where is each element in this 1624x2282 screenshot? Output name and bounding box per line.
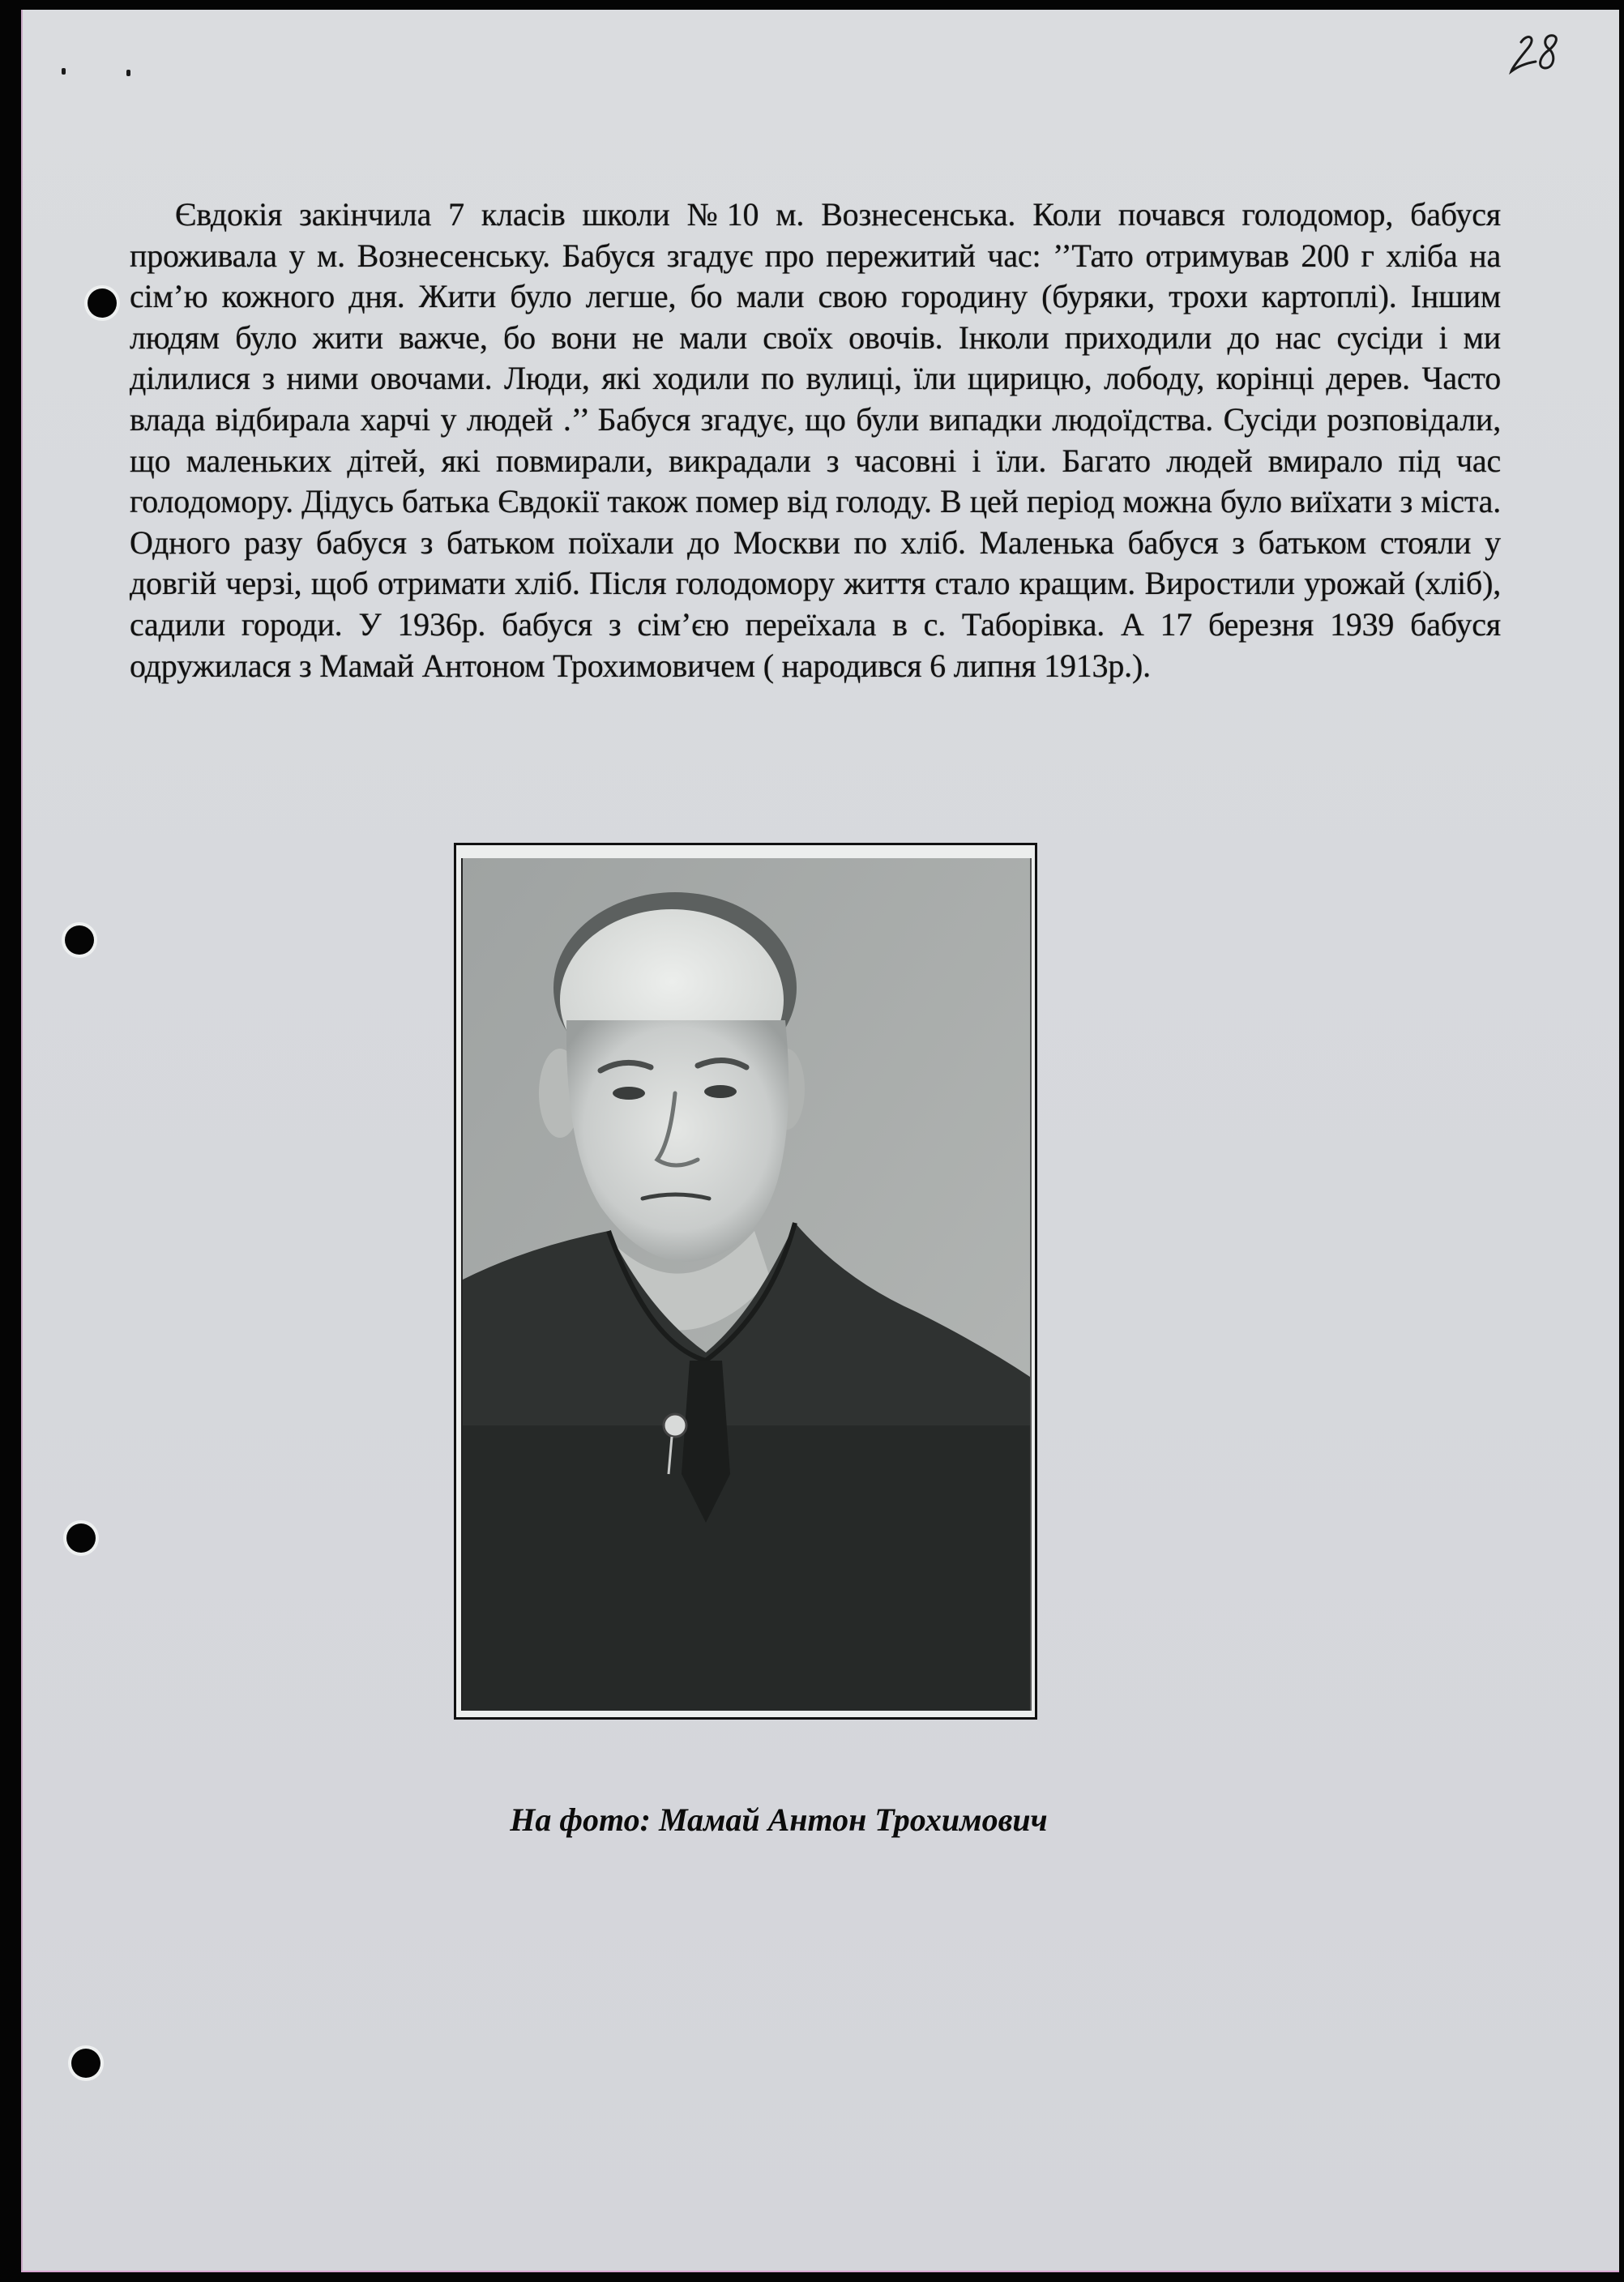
punch-hole <box>66 1523 96 1553</box>
scan-speck <box>62 68 66 75</box>
punch-hole <box>71 2049 100 2078</box>
handwritten-number-glyph <box>1503 24 1568 81</box>
punch-hole <box>88 288 117 318</box>
eye-left <box>613 1087 645 1100</box>
body-paragraph: Євдокія закінчила 7 класів школи №10 м. Вознесенська. Коли почався голодомор, бабуся проживала у м. Вознесенську. Бабуся згадує про пережитий час: ’’Тато отримував 200 г хліба на сім’ю кожного дня. Жити було легше, бо мали свою городину (буряки, трохи картоплі). Іншим людям було жити важче, бо вони не мали своїх овочів. Інколи приходили до нас сусіди і ми ділилися з ними овочами. Люди, які ходили по вулиці, їли щирицю, лободу, корінці дерев. Часто влада відбирала харчі у людей .’’ Бабуся згадує, що були випадки людоїдства. Сусіди розповідали, що маленьких дітей, які повмирали, викрадали з часовні і їли. Багато людей вмирало під час голодомору. Дідусь батька Євдокії також помер від голоду. В цей період можна було виїхати з міста. Одного разу бабуся з батьком поїхали до Москви по хліб. Маленька бабуся з батьком стояли у довгій черзі, щоб отримати хліб. Після голодомору життя стало кращим. Виростили урожай (хліб), садили городи. У 1936р. бабуся з сім’єю переїхала в с. Таборівка. А 17 березня 1939 бабуся одружилася з Мамай Антоном Трохимовичем ( народився 6 липня 1913р.). <box>130 196 1501 684</box>
photo-caption: На фото: Мамай Антон Трохимович <box>510 1801 1048 1838</box>
lapel-pin-icon <box>664 1414 686 1437</box>
scan-speck <box>126 70 130 76</box>
portrait-photo <box>461 858 1032 1711</box>
eye-right <box>704 1085 737 1098</box>
punch-hole <box>65 925 94 955</box>
handwritten-page-number <box>1503 24 1568 81</box>
portrait-image <box>463 858 1030 1711</box>
photo-frame <box>454 843 1037 1720</box>
